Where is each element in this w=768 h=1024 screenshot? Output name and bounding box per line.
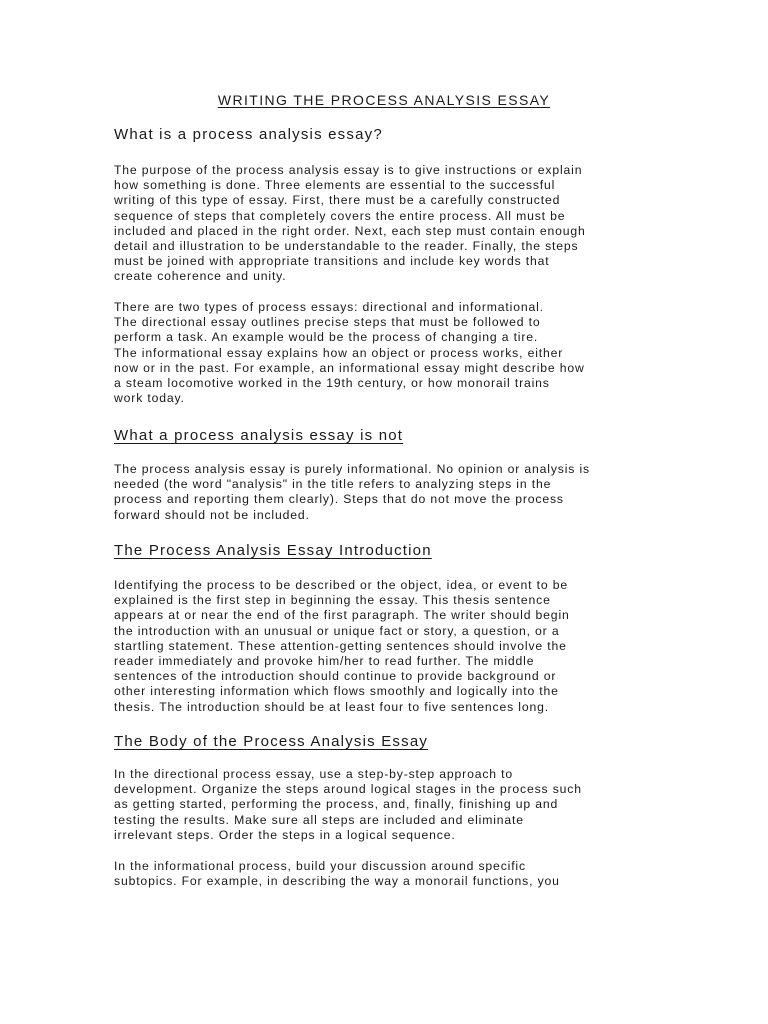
text-line: sentences of the introduction should continue to provide background or bbox=[114, 669, 557, 684]
text-line: The informational essay explains how an object or process works, either bbox=[114, 345, 564, 360]
text-line: development. Organize the steps around logical stages in the process such bbox=[114, 782, 582, 797]
text-line: process and reporting them clearly). Steps that do not move the process bbox=[114, 492, 564, 507]
text-line: thesis. The introduction should be at least four to five sentences long. bbox=[114, 699, 549, 714]
text-line: testing the results. Make sure all steps are included and eliminate bbox=[114, 812, 524, 827]
paragraph-directional-body bbox=[114, 767, 582, 843]
paragraph-purely-informational bbox=[114, 462, 590, 523]
text-line: In the informational process, build your discussion around specific bbox=[114, 859, 526, 873]
paragraph-informational-body bbox=[114, 859, 560, 889]
section-heading-body: The Body of the Process Analysis Essay bbox=[114, 733, 429, 750]
text-line: the introduction with an unusual or unique fact or story, a question, or a bbox=[114, 623, 560, 638]
text-line: how something is done. Three elements are essential to the successful bbox=[114, 178, 556, 193]
text-line: work today. bbox=[114, 391, 185, 406]
text-line: In the directional process essay, use a step-by-step approach to bbox=[114, 767, 513, 781]
text-line: detail and illustration to be understandable to the reader. Finally, the steps bbox=[114, 239, 579, 254]
text-line: reader immediately and provoke him/her to read further. The middle bbox=[114, 654, 535, 669]
text-line: writing of this type of essay. First, there must be a carefully constructed bbox=[114, 193, 561, 208]
text-line: explained is the first step in beginning the essay. This thesis sentence bbox=[114, 593, 551, 608]
section-heading-introduction: The Process Analysis Essay Introduction bbox=[114, 542, 432, 559]
document-title: WRITING THE PROCESS ANALYSIS ESSAY bbox=[217, 92, 551, 108]
text-line: The process analysis essay is purely informational. No opinion or analysis is bbox=[114, 462, 590, 476]
section-heading-what-is: What is a process analysis essay? bbox=[114, 126, 383, 143]
text-line: other interesting information which flows smoothly and logically into the bbox=[114, 684, 559, 699]
paragraph-introduction bbox=[114, 578, 570, 715]
text-line: Identifying the process to be described or the object, idea, or event to be bbox=[114, 578, 568, 592]
text-line: There are two types of process essays: directional and informational. bbox=[114, 300, 544, 314]
text-line: now or in the past. For example, an informational essay might describe how bbox=[114, 360, 585, 375]
paragraph-types bbox=[114, 300, 585, 406]
text-line: startling statement. These attention-getting sentences should involve the bbox=[114, 638, 567, 653]
paragraph-purpose bbox=[114, 163, 586, 285]
text-line: sequence of steps that completely covers the entire process. All must be bbox=[114, 208, 566, 223]
text-line: appears at or near the end of the first paragraph. The writer should begin bbox=[114, 608, 570, 623]
text-line: included and placed in the right order. Next, each step must contain enough bbox=[114, 223, 586, 238]
text-line: The purpose of the process analysis essay is to give instructions or explain bbox=[114, 163, 583, 177]
text-line: needed (the word "analysis" in the title refers to analyzing steps in the bbox=[114, 477, 552, 492]
text-line: as getting started, performing the process, and, finally, finishing up and bbox=[114, 797, 559, 812]
text-line: must be joined with appropriate transitions and include key words that bbox=[114, 254, 550, 269]
section-heading-what-is-not: What a process analysis essay is not bbox=[114, 427, 404, 444]
text-line: irrelevant steps. Order the steps in a logical sequence. bbox=[114, 827, 456, 842]
text-line: forward should not be included. bbox=[114, 507, 310, 522]
text-line: perform a task. An example would be the process of changing a tire. bbox=[114, 330, 539, 345]
text-line: a steam locomotive worked in the 19th century, or how monorail trains bbox=[114, 376, 550, 391]
text-line: create coherence and unity. bbox=[114, 269, 287, 284]
text-line: The directional essay outlines precise steps that must be followed to bbox=[114, 315, 541, 330]
text-line: subtopics. For example, in describing the way a monorail functions, you bbox=[114, 874, 560, 889]
